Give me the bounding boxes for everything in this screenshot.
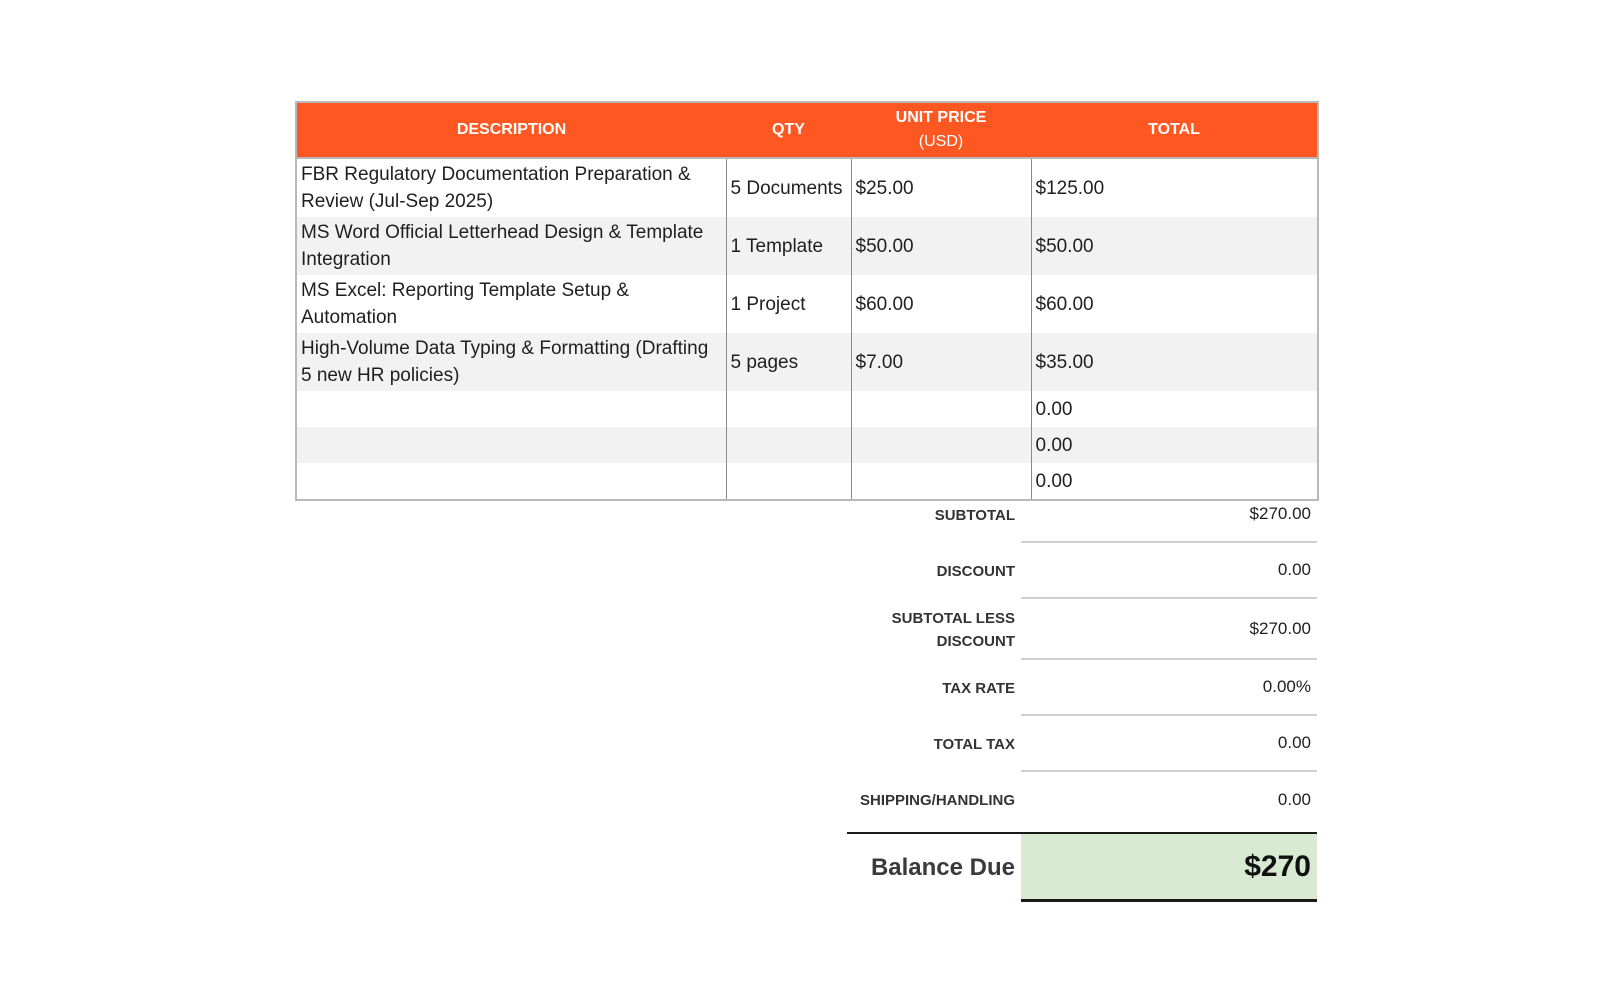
header-unit-price-label: UNIT PRICE xyxy=(895,109,987,126)
table-header-row xyxy=(296,102,1318,158)
item-description: MS Word Official Letterhead Design & Template Integration xyxy=(296,217,726,275)
table-row xyxy=(296,427,1318,463)
item-unit-price: $60.00 xyxy=(851,275,1031,333)
balance-due-value: $270 xyxy=(1021,834,1317,902)
invoice-items-table xyxy=(295,101,1319,501)
item-description: FBR Regulatory Documentation Preparation & Review (Jul-Sep 2025) xyxy=(296,158,726,217)
item-unit-price xyxy=(851,427,1031,463)
item-total: 0.00 xyxy=(1031,391,1318,427)
invoice-summary xyxy=(847,487,1317,828)
item-description: MS Excel: Reporting Template Setup & Automation xyxy=(296,275,726,333)
item-total: $50.00 xyxy=(1031,217,1318,275)
shipping-label: SHIPPING/HANDLING xyxy=(859,791,1015,809)
item-total: 0.00 xyxy=(1031,463,1318,500)
item-qty xyxy=(726,391,851,427)
item-total: $125.00 xyxy=(1031,158,1318,217)
header-description: DESCRIPTION xyxy=(296,102,726,158)
tax-rate-row xyxy=(847,660,1317,716)
item-unit-price: $25.00 xyxy=(851,158,1031,217)
subtotal-value: $270.00 xyxy=(1021,487,1317,543)
balance-due-row xyxy=(847,832,1317,902)
subtotal-less-discount-row xyxy=(847,599,1317,660)
item-unit-price: $7.00 xyxy=(851,333,1031,391)
subtotal-less-discount-label: SUBTOTAL LESS DISCOUNT xyxy=(891,609,1015,650)
header-qty: QTY xyxy=(726,102,851,158)
table-row xyxy=(296,275,1318,333)
table-row xyxy=(296,158,1318,217)
item-qty xyxy=(726,427,851,463)
item-qty: 5 pages xyxy=(726,333,851,391)
subtotal-row xyxy=(847,487,1317,543)
item-qty: 5 Documents xyxy=(726,158,851,217)
table-row xyxy=(296,217,1318,275)
discount-row xyxy=(847,543,1317,599)
item-total: $60.00 xyxy=(1031,275,1318,333)
item-description: High-Volume Data Typing & Formatting (Drafting 5 new HR policies) xyxy=(296,333,726,391)
total-tax-row xyxy=(847,716,1317,772)
item-description xyxy=(296,463,726,500)
item-qty: 1 Template xyxy=(726,217,851,275)
item-qty xyxy=(726,463,851,500)
header-unit-price-currency: (USD) xyxy=(918,133,964,150)
subtotal-label: SUBTOTAL xyxy=(934,506,1015,524)
discount-value: 0.00 xyxy=(1021,543,1317,599)
item-total: $35.00 xyxy=(1031,333,1318,391)
header-total: TOTAL xyxy=(1031,102,1318,158)
total-tax-value: 0.00 xyxy=(1021,716,1317,772)
table-row xyxy=(296,333,1318,391)
item-total: 0.00 xyxy=(1031,427,1318,463)
tax-rate-label: TAX RATE xyxy=(942,679,1015,697)
subtotal-less-discount-value: $270.00 xyxy=(1021,599,1317,660)
table-row xyxy=(296,391,1318,427)
discount-label: DISCOUNT xyxy=(936,562,1015,580)
item-description xyxy=(296,391,726,427)
tax-rate-value: 0.00% xyxy=(1021,660,1317,716)
item-unit-price: $50.00 xyxy=(851,217,1031,275)
item-qty: 1 Project xyxy=(726,275,851,333)
balance-due-label: Balance Due xyxy=(870,854,1015,881)
header-unit-price xyxy=(851,102,1031,158)
item-description xyxy=(296,427,726,463)
shipping-row xyxy=(847,772,1317,828)
shipping-value: 0.00 xyxy=(1277,790,1311,809)
total-tax-label: TOTAL TAX xyxy=(933,735,1015,753)
item-unit-price xyxy=(851,391,1031,427)
